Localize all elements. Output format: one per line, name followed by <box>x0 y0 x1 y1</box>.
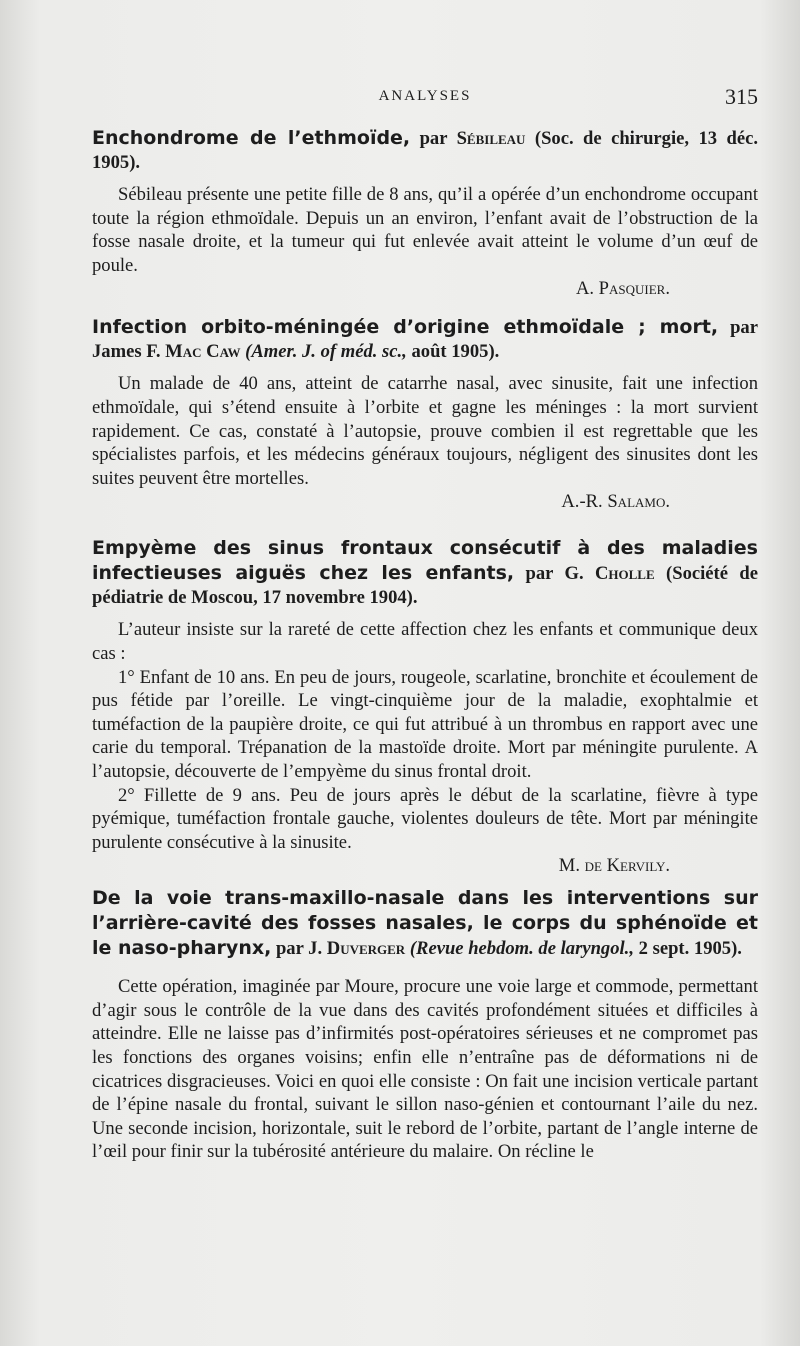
page-number: 315 <box>725 84 758 109</box>
author-name: Cholle <box>594 563 655 585</box>
byline-prefix: par James F. <box>92 317 758 363</box>
article-source: (Soc. de chirurgie, 13 déc. 1905). <box>92 128 758 173</box>
running-head <box>92 84 758 114</box>
signature: A. Pasquier. <box>575 278 670 300</box>
paragraph: 1° Enfant de 10 ans. En peu de jours, rougeole, scarlatine, bronchite et écoulement de pus fétide par l’oreille. Le vingt-cinquième jour de la maladie, exophtalmie et tuméfaction de la paupière droite, ce qui fut attribué à un thrombus en rapport avec une carie du temporal. Trépanation de la mastoïde droite. Mort par méningite purulente. A l’autopsie, découverte de l’empyème du sinus frontal droit. <box>92 666 758 782</box>
paragraph: Cette opération, imaginée par Moure, procure une voie large et commode, permettant d’agir sous le contrôle de la vue dans des cavités profondément situées et difficiles à atteindre. Elle ne laisse pas d’infirmités post-opératoires sérieuses et ne compromet pas les fonctions des organes voisins; enfin elle n’entraîne pas de déformations ni de cicatrices disgracieuses. Voici en quoi elle consiste : On fait une incision verticale partant de l’épine nasale du frontal, suivant le sillon naso-génien et contournant l’aile du nez. Une seconde incision, horizontale, suit le rebord de l’orbite, partant de l’angle interne de l’œil pour finir sur la tubérosité antérieure du malaire. On récline le <box>92 976 758 1163</box>
article-source: (Société de pédiatrie de Moscou, 17 novembre 1904). <box>92 563 758 609</box>
author-name: Sébileau <box>456 128 526 149</box>
signature: A.-R. Salamo. <box>561 491 670 513</box>
article-source: août 1905). <box>406 341 500 363</box>
byline-prefix: par <box>419 128 457 149</box>
page-content <box>92 126 758 1164</box>
byline-prefix: par J. <box>271 938 327 960</box>
article-heading <box>92 536 758 610</box>
author-name: Duverger <box>326 938 406 960</box>
paragraph: 2° Fillette de 9 ans. Peu de jours après le début de la scarlatine, fièvre à type pyémique, tuméfaction frontale gauche, violentes douleurs de tête. Mort par méningite purulente consécutive à la sinusite. <box>92 784 758 853</box>
article-heading <box>92 886 758 961</box>
article <box>92 886 758 1164</box>
article-title: Enchondrome de l’ethmoïde, <box>92 127 411 149</box>
author-name: Mac Caw <box>165 341 241 363</box>
section-title: ANALYSES <box>378 88 472 104</box>
paragraph: L’auteur insiste sur la rareté de cette affection chez les enfants et communique deux cas : <box>92 619 758 664</box>
paragraph: Sébileau présente une petite fille de 8 ans, qu’il a opérée d’un enchondrome occupant toute la région ethmoïdale. Depuis un an environ, l’enfant avait de l’obstruction de la fosse nasale droite, et la tumeur qui fut enlevée avait atteint le volume d’un œuf de poule. <box>92 184 758 276</box>
article <box>92 315 758 514</box>
article <box>92 536 758 878</box>
article-heading <box>92 126 758 175</box>
article <box>92 126 758 301</box>
byline-prefix: par G. <box>514 563 595 585</box>
article-source: 2 sept. 1905). <box>633 938 742 960</box>
article-source-journal: (Revue hebdom. de laryngol., <box>405 938 634 960</box>
signature: M. de Kervily. <box>558 855 670 877</box>
article-title: Empyème des sinus frontaux consécutif à des maladies infectieuses aiguës chez les enfants, <box>92 537 758 585</box>
article-heading <box>92 315 758 364</box>
article-title: De la voie trans-maxillo-nasale dans les interventions sur l’arrière-cavité des fosses nasales, le corps du sphénoïde et le naso-pharynx, <box>92 887 758 960</box>
article-source-journal: (Amer. J. of méd. sc., <box>240 341 407 363</box>
paragraph: Un malade de 40 ans, atteint de catarrhe nasal, avec sinusite, fait une infection ethmoïdale, qui s’étend ensuite à l’orbite et gagne les méninges : la mort survient rapidement. Ce cas, constaté à l’autopsie, prouve combien il est regrettable que les spécialistes parfois, et les médecins généraux toujours, négligent des sinusites dont les suites peuvent être mortelles. <box>92 373 758 489</box>
article-title: Infection orbito-méningée d’origine ethmoïdale ; mort, <box>92 316 719 339</box>
